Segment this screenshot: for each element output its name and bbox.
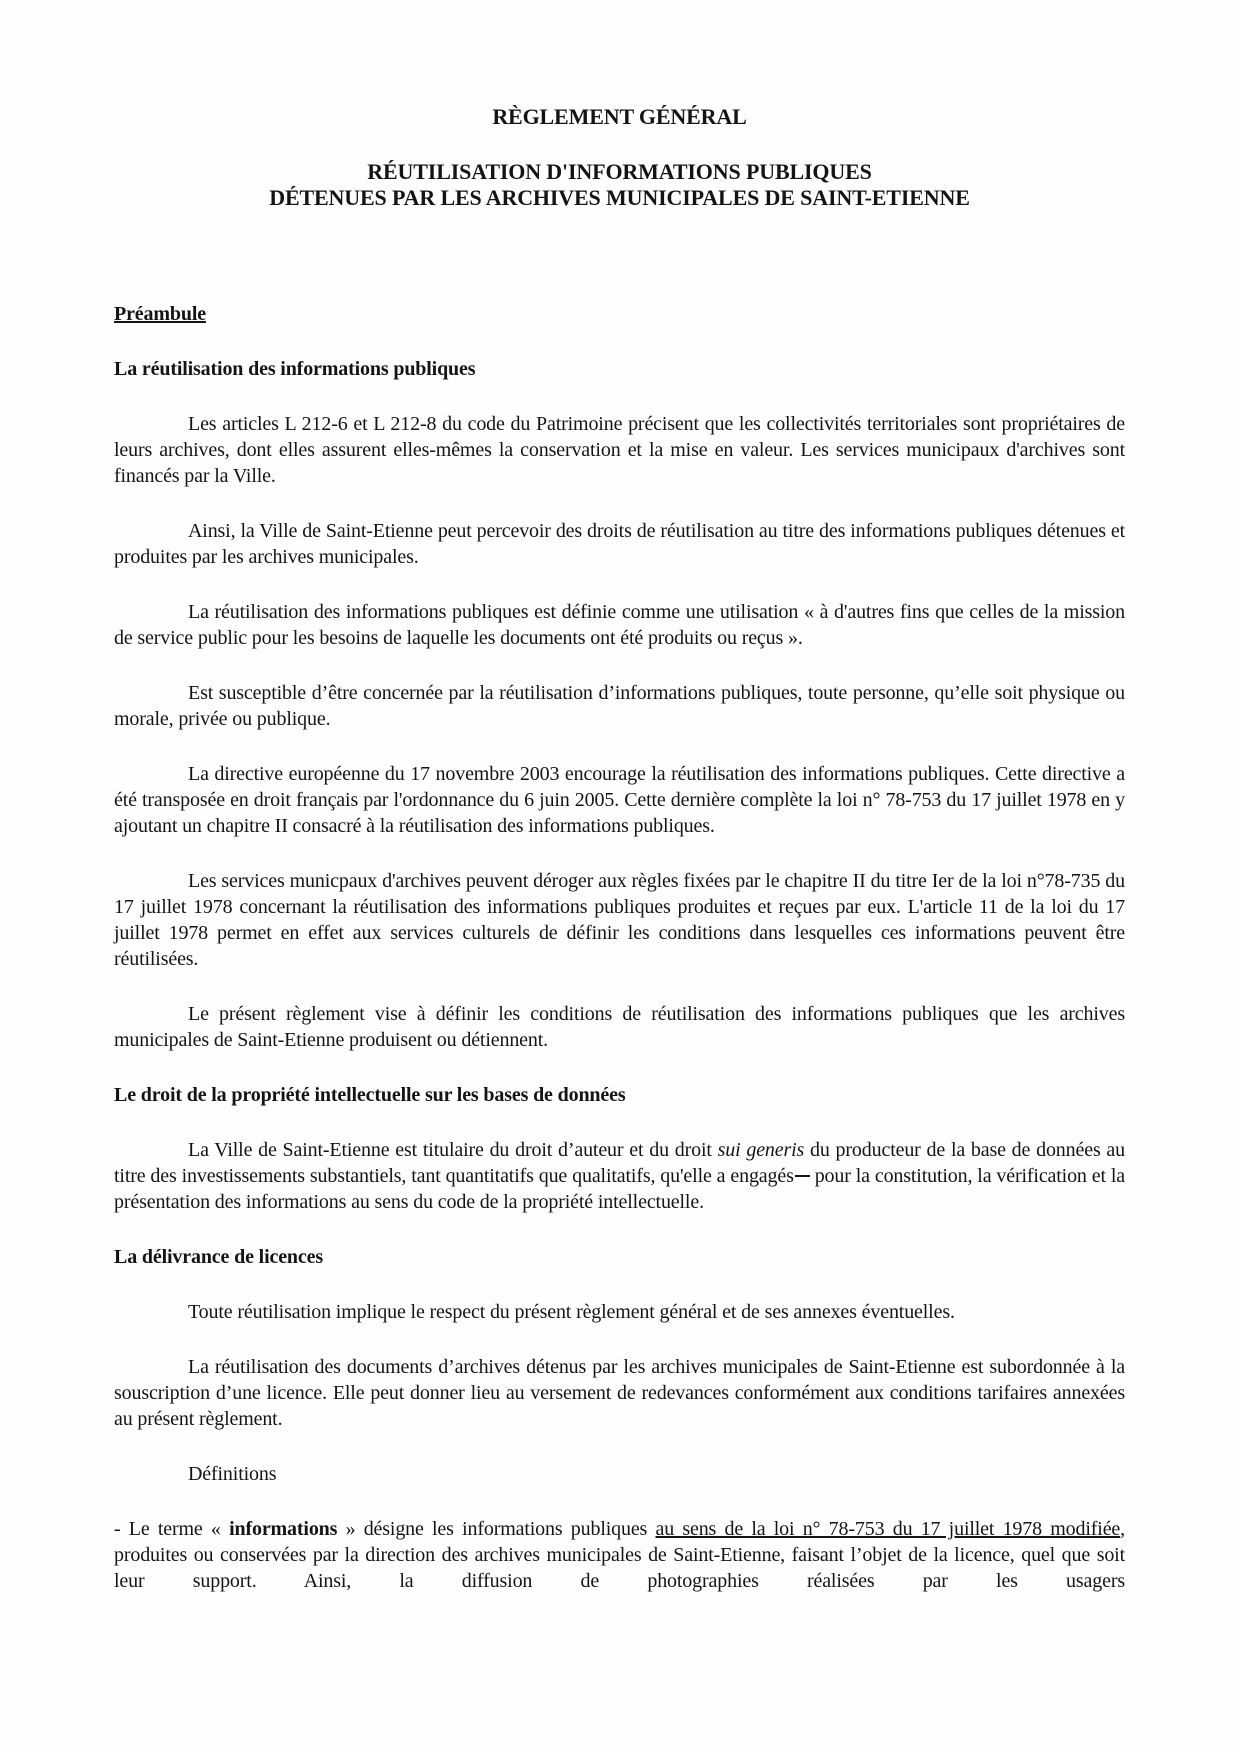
paragraph-objet-reglement: Le présent règlement vise à définir les conditions de réutilisation des informations publiques que les archives municipales de Saint-Etienne produisent ou détiennent.	[114, 1003, 1125, 1051]
paragraph-respect-reglement: Toute réutilisation implique le respect du présent règlement général et de ses annexes éventuelles.	[188, 1301, 955, 1323]
subtitle-line-1: RÉUTILISATION D'INFORMATIONS PUBLIQUES	[367, 159, 872, 184]
paragraph-droit-auteur	[114, 1137, 1125, 1215]
section-heading-propriete-intellectuelle: Le droit de la propriété intellectuelle sur les bases de données	[114, 1084, 626, 1106]
preamble-heading: Préambule	[114, 303, 206, 325]
paragraph-directive-europeenne: La directive européenne du 17 novembre 2003 encourage la réutilisation des informations publiques. Cette directive a été transposée en droit français par l'ordonnance du 6 juin 2005. Cette dernière complète la loi n° 78-753 du 17 juillet 1978 en y ajoutant un chapitre II consacré à la réutilisation des informations publiques.	[114, 763, 1125, 837]
subtitle-line-2: DÉTENUES PAR LES ARCHIVES MUNICIPALES DE SAINT-ETIENNE	[269, 185, 970, 210]
text-segment: » désigne les informations publiques	[337, 1518, 656, 1540]
term-informations: informations	[229, 1518, 338, 1540]
document-title: RÈGLEMENT GÉNÉRAL	[492, 104, 747, 129]
paragraph-definition-reutilisation: La réutilisation des informations publiques est définie comme une utilisation « à d'autres fins que celles de la mission de service public pour les besoins de laquelle les documents ont été produits ou reçus ».	[114, 601, 1125, 649]
text-segment: , produites ou conservées par la direction des archives municipales de Saint-Etienne, faisant l’objet de la licence, quel que soit leur support. Ainsi, la diffusion de photographies réalisées par les usagers	[114, 1518, 1126, 1592]
section-heading-reutilisation: La réutilisation des informations publiques	[114, 358, 476, 380]
document-subtitle	[114, 159, 1125, 211]
text-segment: du producteur de la base de données au titre des investissements substantiels, tant quantitatifs que qualitatifs, qu'elle a engagés	[114, 1139, 1125, 1187]
paragraph-terme-informations	[114, 1516, 1125, 1594]
paragraph-derogation-services: Les services municpaux d'archives peuvent déroger aux règles fixées par le chapitre II du titre Ier de la loi n°78-735 du 17 juillet 1978 concernant la réutilisation des informations publiques produites et reçues par eux. L'article 11 de la loi du 17 juillet 1978 permet en effet aux services culturels de définir les conditions dans lesquelles ces informations peuvent être réutilisées.	[114, 870, 1125, 970]
paragraph-souscription-licence: La réutilisation des documents d’archives détenus par les archives municipales de Saint-Etienne est subordonnée à la souscription d’une licence. Elle peut donner lieu au versement de redevances conformément aux conditions tarifaires annexées au présent règlement.	[114, 1356, 1125, 1430]
paragraph-articles-code-patrimoine: Les articles L 212-6 et L 212-8 du code du Patrimoine précisent que les collectivités territoriales sont propriétaires de leurs archives, dont elles assurent elles-mêmes la conservation et la mise en valeur. Les services municipaux d'archives sont financés par la Ville.	[114, 413, 1125, 487]
reference-loi-underlined: au sens de la loi n° 78-753 du 17 juillet 1978 modifiée	[655, 1518, 1121, 1540]
definitions-label: Définitions	[188, 1463, 277, 1485]
text-segment: pour la constitution, la vérification et la présentation des informations au sens du code de la propriété intellectuelle.	[114, 1165, 1125, 1213]
latin-phrase-sui-generis: sui generis	[717, 1139, 805, 1161]
text-segment: La Ville de Saint-Etienne est titulaire du droit d’auteur et du droit	[188, 1139, 718, 1161]
paragraph-personne-concernee: Est susceptible d’être concernée par la réutilisation d’informations publiques, toute personne, qu’elle soit physique ou morale, privée ou publique.	[114, 682, 1125, 730]
text-segment: - Le terme «	[114, 1518, 230, 1540]
paragraph-droits-reutilisation: Ainsi, la Ville de Saint-Etienne peut percevoir des droits de réutilisation au titre des informations publiques détenues et produites par les archives municipales.	[114, 520, 1125, 568]
strikethrough-artifact	[795, 1175, 810, 1177]
section-heading-delivrance-licences: La délivrance de licences	[114, 1246, 323, 1268]
